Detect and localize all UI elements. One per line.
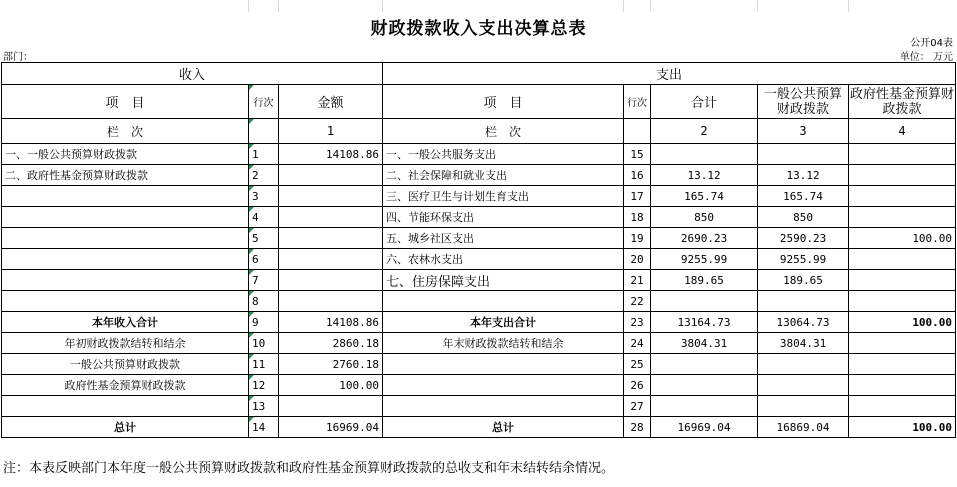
income-row-no: 1: [249, 144, 279, 165]
report-title: 财政拨款收入支出决算总表: [370, 19, 587, 39]
expense-item-header: 项 目: [383, 85, 624, 119]
income-row-no: 8: [249, 291, 279, 312]
summary-expense-fund: [849, 354, 956, 375]
income-amount: [279, 249, 383, 270]
column-gridlines: [0, 0, 957, 12]
expense-row-no: 16: [624, 165, 651, 186]
expense-general: 9255.99: [758, 249, 849, 270]
expense-total-header: 合计: [651, 85, 758, 119]
summary-expense-total: 16969.04: [651, 417, 758, 438]
summary-income-row-no: 12: [249, 375, 279, 396]
summary-expense-fund: [849, 333, 956, 354]
summary-expense-total: [651, 354, 758, 375]
summary-expense-row-no: 27: [624, 396, 651, 417]
expense-total: 189.65: [651, 270, 758, 291]
summary-expense-general: 3804.31: [758, 333, 849, 354]
summary-expense-row-no: 24: [624, 333, 651, 354]
summary-expense-fund: [849, 375, 956, 396]
expense-fund: [849, 207, 956, 228]
expense-row-no: 17: [624, 186, 651, 207]
department-label: 部门：: [3, 52, 33, 63]
footnote: 注：本表反映部门本年度一般公共预算财政拨款和政府性基金预算财政拨款的总收支和年末结转结余情况。: [3, 461, 615, 476]
summary-expense-fund: [849, 396, 956, 417]
table-row: [2, 207, 956, 228]
summary-income-item: 一般公共预算财政拨款: [2, 354, 249, 375]
expense-row-no: 18: [624, 207, 651, 228]
summary-income-amount: [279, 396, 383, 417]
income-amount: [279, 291, 383, 312]
general-budget-header: 一般公共预算财政拨款: [758, 85, 849, 119]
summary-expense-row-no: 23: [624, 312, 651, 333]
summary-income-item: 总计: [2, 417, 249, 438]
income-row-no: 3: [249, 186, 279, 207]
income-item: [2, 291, 249, 312]
summary-income-amount: 2860.18: [279, 333, 383, 354]
income-column-label: 栏 次: [2, 119, 249, 144]
summary-income-amount: 16969.04: [279, 417, 383, 438]
expense-item: [383, 291, 624, 312]
summary-expense-general: 16869.04: [758, 417, 849, 438]
summary-expense-total: 13164.73: [651, 312, 758, 333]
expense-column-label: 栏 次: [383, 119, 624, 144]
summary-expense-total: 3804.31: [651, 333, 758, 354]
summary-expense-row-no: 28: [624, 417, 651, 438]
income-amount: [279, 207, 383, 228]
summary-income-item: [2, 396, 249, 417]
summary-expense-general: [758, 396, 849, 417]
expense-total: 850: [651, 207, 758, 228]
income-row-no: 6: [249, 249, 279, 270]
income-amount: [279, 165, 383, 186]
section-header-row: [2, 63, 956, 85]
expense-row-no: 22: [624, 291, 651, 312]
income-amount: [279, 270, 383, 291]
summary-income-row-no: 14: [249, 417, 279, 438]
income-item: [2, 186, 249, 207]
gov-fund-header: 政府性基金预算财政拨款: [850, 86, 955, 117]
column-header-row: [2, 85, 956, 119]
summary-income-item: 年初财政拨款结转和结余: [2, 333, 249, 354]
summary-income-item: 政府性基金预算财政拨款: [2, 375, 249, 396]
summary-income-amount: 14108.86: [279, 312, 383, 333]
income-no-blank: [249, 119, 279, 144]
summary-expense-row-no: 25: [624, 354, 651, 375]
expense-general: 2590.23: [758, 228, 849, 249]
unit-label: 单位： 万元: [899, 52, 953, 63]
expense-general: 189.65: [758, 270, 849, 291]
expense-fund: [849, 144, 956, 165]
expense-item: 四、节能环保支出: [383, 207, 624, 228]
summary-expense-item: [383, 375, 624, 396]
income-item: [2, 228, 249, 249]
expense-fund: [849, 186, 956, 207]
expense-general: 13.12: [758, 165, 849, 186]
expense-general: [758, 291, 849, 312]
summary-row: [2, 333, 956, 354]
summary-expense-total: [651, 375, 758, 396]
expense-item: 一、一般公共服务支出: [383, 144, 624, 165]
income-row-no: 7: [249, 270, 279, 291]
summary-expense-general: [758, 354, 849, 375]
summary-expense-total: [651, 396, 758, 417]
expense-row-no-header: 行次: [624, 85, 651, 119]
expense-total: 2690.23: [651, 228, 758, 249]
income-item: [2, 270, 249, 291]
expense-item: 六、农林水支出: [383, 249, 624, 270]
expense-no-blank: [624, 119, 651, 144]
expense-total: 13.12: [651, 165, 758, 186]
expense-fund: [849, 270, 956, 291]
income-amount: [279, 186, 383, 207]
table-row: [2, 291, 956, 312]
summary-income-row-no: 13: [249, 396, 279, 417]
summary-expense-general: 13064.73: [758, 312, 849, 333]
table-row: [2, 144, 956, 165]
income-row-no: 5: [249, 228, 279, 249]
income-section-header: 收入: [2, 63, 383, 85]
expense-general: [758, 144, 849, 165]
expense-row-no: 19: [624, 228, 651, 249]
summary-expense-row-no: 26: [624, 375, 651, 396]
col-number-4: 4: [849, 119, 956, 144]
summary-expense-item: 本年支出合计: [383, 312, 624, 333]
expense-general: 850: [758, 207, 849, 228]
summary-row: [2, 417, 956, 438]
expense-total: [651, 291, 758, 312]
income-item: [2, 207, 249, 228]
table-row: [2, 249, 956, 270]
income-item: 二、政府性基金预算财政拨款: [2, 165, 249, 186]
summary-expense-item: 总计: [383, 417, 624, 438]
expense-row-no: 15: [624, 144, 651, 165]
expense-fund: [849, 291, 956, 312]
expense-item: 五、城乡社区支出: [383, 228, 624, 249]
income-item: [2, 249, 249, 270]
income-row-no: 2: [249, 165, 279, 186]
income-amount-header: 金额: [279, 85, 383, 119]
expense-fund: 100.00: [849, 228, 956, 249]
table-row: [2, 165, 956, 186]
income-amount: [279, 228, 383, 249]
summary-row: [2, 312, 956, 333]
summary-row: [2, 354, 956, 375]
col-number-3: 3: [758, 119, 849, 144]
summary-income-row-no: 10: [249, 333, 279, 354]
income-amount: 14108.86: [279, 144, 383, 165]
budget-table: [1, 62, 956, 438]
expense-item: 二、社会保障和就业支出: [383, 165, 624, 186]
table-row: [2, 270, 956, 291]
expense-item: 七、住房保障支出: [383, 270, 624, 291]
expense-row-no: 20: [624, 249, 651, 270]
summary-income-row-no: 11: [249, 354, 279, 375]
expense-total: 165.74: [651, 186, 758, 207]
summary-expense-item: [383, 396, 624, 417]
form-number: 公开04表: [910, 38, 953, 49]
table-row: [2, 228, 956, 249]
summary-income-amount: 100.00: [279, 375, 383, 396]
summary-expense-fund: 100.00: [849, 417, 956, 438]
expense-row-no: 21: [624, 270, 651, 291]
income-item: 一、一般公共预算财政拨款: [2, 144, 249, 165]
summary-row: [2, 396, 956, 417]
income-item-header: 项 目: [2, 85, 249, 119]
expense-total: 9255.99: [651, 249, 758, 270]
expense-fund: [849, 249, 956, 270]
expense-section-header: 支出: [383, 63, 956, 85]
income-row-no-header: 行次: [249, 85, 279, 119]
summary-row: [2, 375, 956, 396]
col-number-2: 2: [651, 119, 758, 144]
expense-fund: [849, 165, 956, 186]
expense-item: 三、医疗卫生与计划生育支出: [383, 186, 624, 207]
summary-expense-general: [758, 375, 849, 396]
income-row-no: 4: [249, 207, 279, 228]
table-row: [2, 186, 956, 207]
summary-expense-fund: 100.00: [849, 312, 956, 333]
expense-general: 165.74: [758, 186, 849, 207]
summary-expense-item: 年末财政拨款结转和结余: [383, 333, 624, 354]
col-number-1: 1: [279, 119, 383, 144]
summary-income-amount: 2760.18: [279, 354, 383, 375]
summary-income-row-no: 9: [249, 312, 279, 333]
expense-total: [651, 144, 758, 165]
column-number-row: [2, 119, 956, 144]
summary-income-item: 本年收入合计: [2, 312, 249, 333]
summary-expense-item: [383, 354, 624, 375]
